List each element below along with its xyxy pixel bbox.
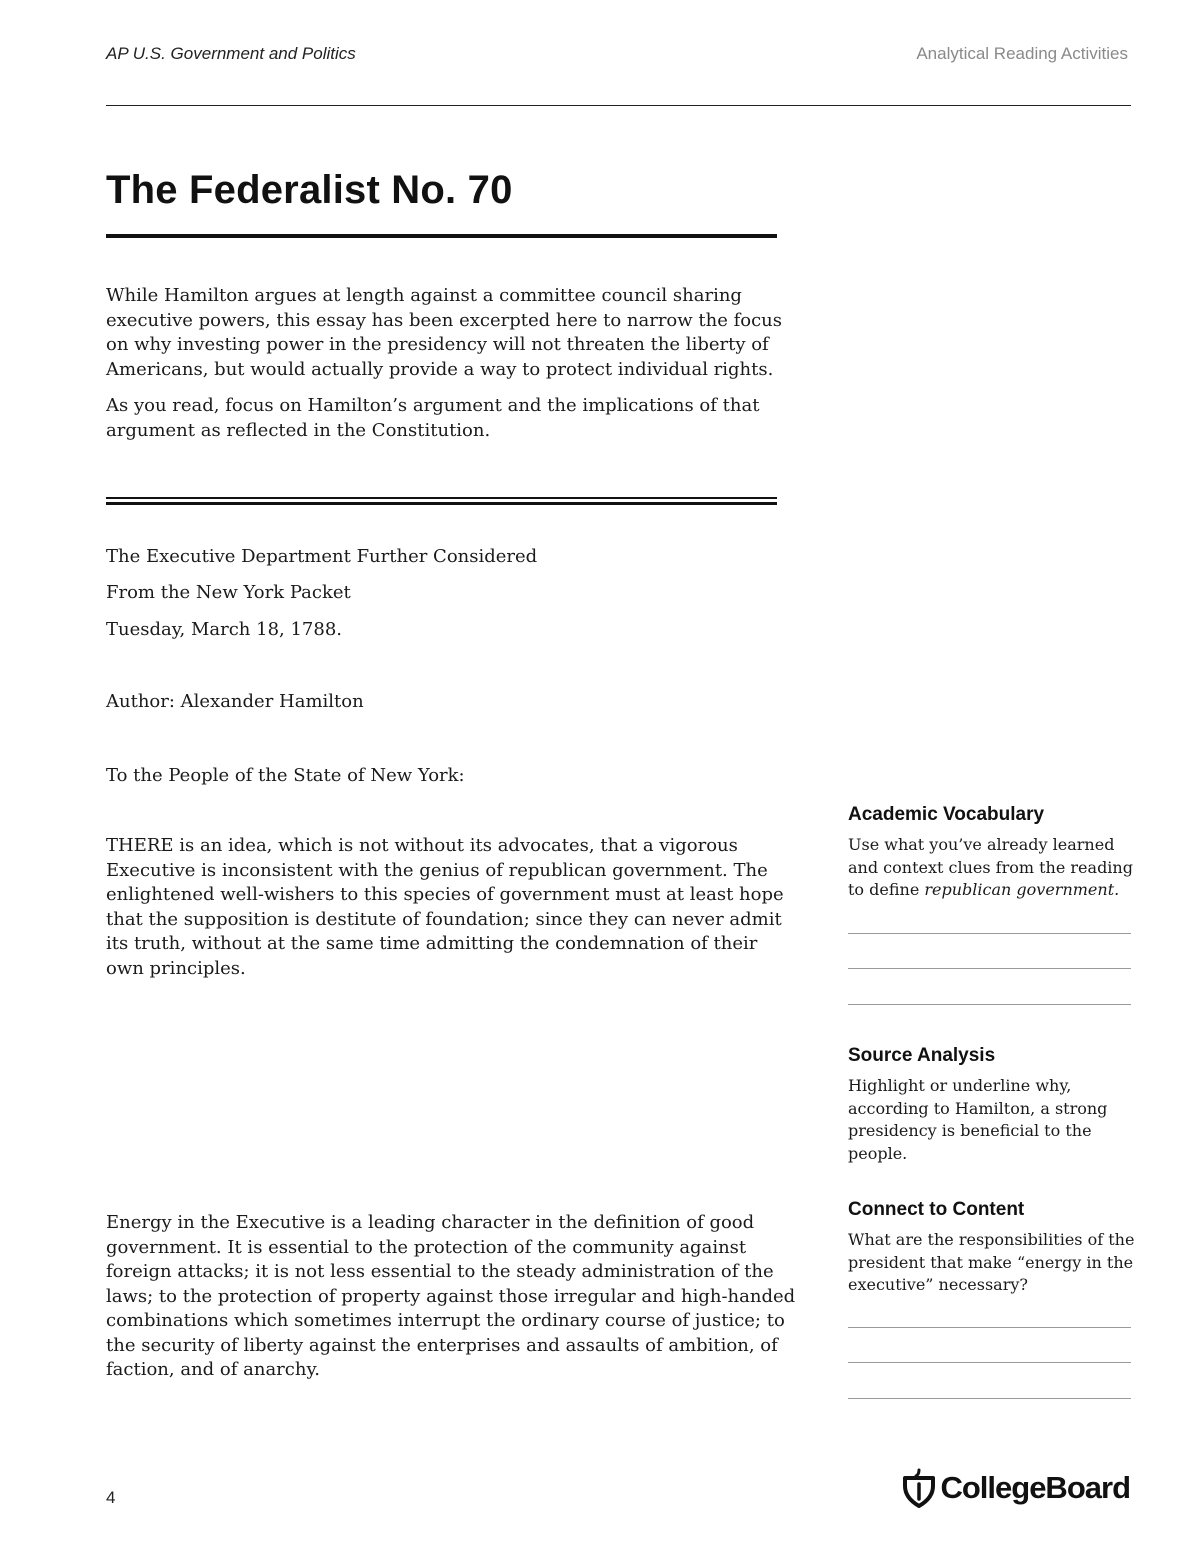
document-subtitle: The Executive Department Further Considered: [106, 546, 538, 567]
connect-heading: Connect to Content: [848, 1199, 1025, 1220]
connect-answer-line-3[interactable]: [848, 1398, 1131, 1399]
page-title: The Federalist No. 70: [106, 168, 513, 212]
course-title: AP U.S. Government and Politics: [106, 44, 356, 63]
section-title: Analytical Reading Activities: [916, 44, 1128, 63]
vocabulary-term: republican government.: [924, 880, 1120, 899]
document-source: From the New York Packet: [106, 582, 351, 603]
body-paragraph-2: Energy in the Executive is a leading character in the definition of good government. It is essential to the protection of the community against foreign attacks; it is not less essential to the steady administration of the laws; to the protection of property against those irregular and high-handed combinations which sometimes interrupt the ordinary course of justice; to the security of liberty against the enterprises and assaults of ambition, of faction, and of anarchy.: [106, 1212, 796, 1380]
title-divider: [106, 234, 777, 238]
intro: [106, 284, 786, 455]
vocabulary-prompt: [848, 834, 1138, 902]
document-author: Author: Alexander Hamilton: [106, 691, 364, 712]
connect-answer-line-2[interactable]: [848, 1362, 1131, 1363]
connect-text: What are the responsibilities of the president that make “energy in the executive” necessary?: [848, 1230, 1135, 1294]
document-salutation: To the People of the State of New York:: [106, 765, 465, 786]
page-number: 4: [106, 1488, 116, 1507]
body-paragraph-1: THERE is an idea, which is not without its advocates, that a vigorous Executive is inconsistent with the genius of republican government. The enlightened well-wishers to this species of government must at least hope that the supposition is destitute of foundation; since they can never admit its truth, without at the same time admitting the condemnation of their own principles.: [106, 835, 784, 979]
intro-paragraph-2: As you read, focus on Hamilton’s argument and the implications of that argument as reflected in the Constitution.: [106, 395, 760, 441]
acorn-icon: [902, 1468, 936, 1508]
double-divider-bottom: [106, 502, 777, 505]
source-analysis-heading: Source Analysis: [848, 1045, 996, 1066]
vocabulary-text: Use what you’ve already learned and context clues from the reading to define: [848, 835, 1133, 899]
source-analysis-text: Highlight or underline why, according to Hamilton, a strong presidency is beneficial to the people.: [848, 1076, 1108, 1163]
intro-paragraph-1: While Hamilton argues at length against a committee council sharing executive powers, this essay has been excerpted here to narrow the focus on why investing power in the presidency will not threaten the liberty of Americans, but would actually provide a way to protect individual rights.: [106, 285, 783, 380]
vocabulary-answer-line-3[interactable]: [848, 1004, 1131, 1005]
collegeboard-logo: [902, 1468, 1130, 1508]
header-divider: [106, 105, 1131, 106]
document-date: Tuesday, March 18, 1788.: [106, 619, 343, 640]
double-divider-top: [106, 497, 777, 499]
connect-answer-line-1[interactable]: [848, 1327, 1131, 1328]
logo-text: CollegeBoard: [940, 1470, 1130, 1505]
vocabulary-answer-line-2[interactable]: [848, 968, 1131, 969]
vocabulary-heading: Academic Vocabulary: [848, 804, 1045, 825]
vocabulary-answer-line-1[interactable]: [848, 933, 1131, 934]
